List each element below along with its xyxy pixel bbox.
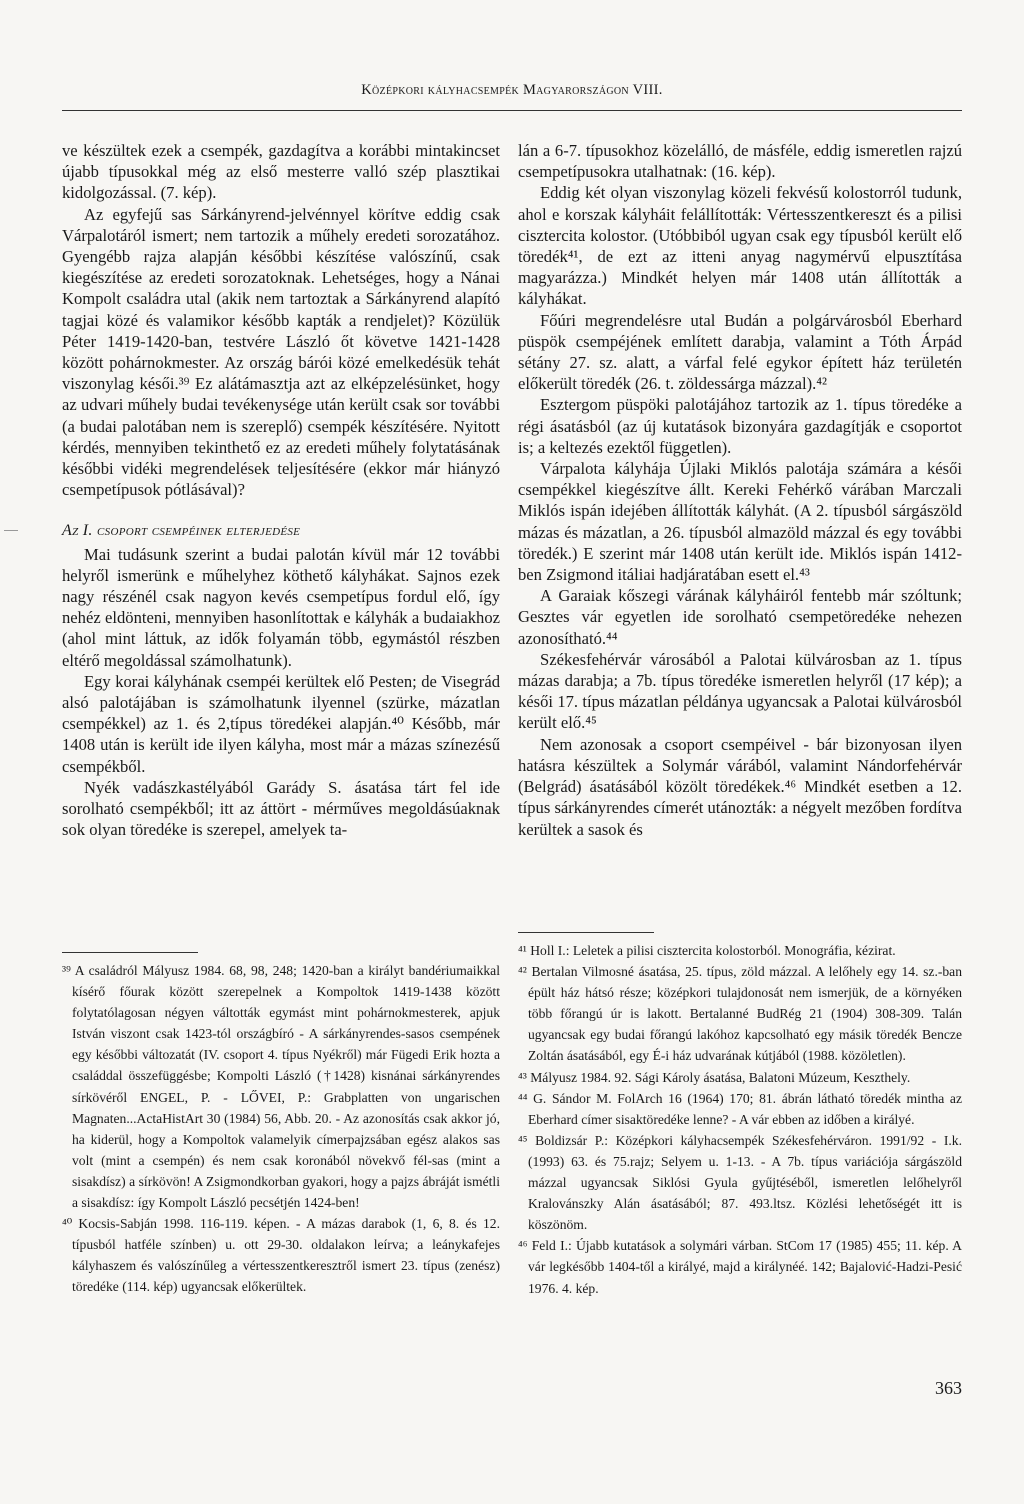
footnote-rule-right bbox=[518, 932, 654, 933]
right-paragraph-7: Székesfehérvár városából a Palotai külvárosban az 1. típus mázas darabja; a 7b. típus töredéke ismeretlen helyről (17 kép); a késői 17. típus mázatlan példánya ugyancsak a Palotai külvárosból került elő.⁴⁵ bbox=[518, 649, 962, 733]
footnote-42: ⁴² Bertalan Vilmosné ásatása, 25. típus, zöld mázzal. A lelőhely egy 14. sz.-ban épült ház hátsó része; középkori tulajdonosát nem ismerjük, de a környéken több főrangú úr is lakott. Bertalanné BudRég 21 (1904) 308-309. Talán ugyancsak egy budai főrangú lakóhoz kapcsolható egy másik töredék Bencze Zoltán ásatásából, egy É-i ház udvarának kútjából (1988. közöletlen). bbox=[518, 964, 962, 1064]
header-rule bbox=[62, 110, 962, 111]
right-paragraph-1: lán a 6-7. típusokhoz közelálló, de másféle, eddig ismeretlen rajzú csempetípusokra utalhatnak: (16. kép). bbox=[518, 141, 962, 182]
footnote-46: ⁴⁶ Feld I.: Újabb kutatások a solymári várban. StCom 17 (1985) 455; 11. kép. A vár legkésőbb 1404-től a királyé, majd a királynéé. 142; Bajalović-Hadzi-Pesić 1976. 4. kép. bbox=[518, 1238, 962, 1296]
right-paragraph-8: Nem azonosak a csoport csempéivel - bár bizonyosan ilyen hatásra készültek a Solymár várából, valamint Nándorfehérvár (Belgrád) ásatásából közölt töredékek.⁴⁶ Mindkét esetben a 12. típus sárkányrendes címerét utánozták: a négyelt mezőben fordítva kerültek a sasok és bbox=[518, 734, 962, 839]
right-paragraph-6: A Garaiak kőszegi várának kályháiról fentebb már szóltunk; Gesztes vár egyetlen ide sorolható csempetöredéke nehezen azonosítható.⁴⁴ bbox=[518, 586, 962, 648]
footnotes-left bbox=[62, 960, 500, 1298]
footnote-39: ³⁹ A családról Mályusz 1984. 68, 98, 248; 1420-ban a királyt bandériumaikkal kísérő főurak között szerepelnek a Kompoltok 1419-1438 között folytatólagosan négyen váltották egymást mint pohárnokmesterek, apjuk István viszont csak 1423-tól országbíró - A sárkányrendes-sasos csempének egy későbbi változatát (IV. csoport 4. típus Nyékről) már Fügedi Erik hozta a családdal összefüggésbe; Kompolti László (†1428) kisnánai sárkányrendes sírkövéről ENGEL, P. - LŐVEI, P.: Grabplatten von ungarischen Magnaten...ActaHistArt 30 (1984) 56, Abb. 20. - Az azonosítás csak akkor jó, ha kiderül, hogy a Kompoltok valamelyik címerpajzsában egész alakos sas volt (mint a csempén) és nem csak koronából növekvő fél-sas (mint a sisakdísz) a sírkövön! A Zsigmondkorban gyakori, hogy a pajzs ábráját ismétli a sisakdísz: így Kompolt László pecsétjén 1424-ben! bbox=[62, 963, 500, 1211]
running-header: Középkori kályhacsempék Magyarországon VIII. bbox=[361, 82, 663, 98]
footnote-45: ⁴⁵ Boldizsár P.: Középkori kályhacsempék Székesfehérváron. 1991/92 - I.k. (1993) 63. és 75.rajz; Selyem u. 1-13. - A 7b. típus variációja sárgászöld mázzal ugyancsak Siklósi Gyula gyűjtéséből, ismeretlen lelőhelyről Kralovánszky Alán ásatásából; 87. 493.ltsz. Közlési lehetőségét itt is köszönöm. bbox=[518, 1132, 962, 1233]
right-paragraph-2: Eddig két olyan viszonylag közeli fekvésű kolostorról tudunk, ahol e korszak kályháit felállították: Vértesszentkereszt és a pilisi cisztercita kolostor. (Utóbbiból ugyan csak egy típusból került elő töredék⁴¹, de ezt az itteni anyag nagymérvű elpusztítása magyarázza.) Mindkét helyen már 1408 után állították a kályhákat. bbox=[518, 183, 962, 309]
page-number: 363 bbox=[935, 1378, 962, 1398]
footnotes-right bbox=[518, 940, 962, 1299]
footnote-44: ⁴⁴ G. Sándor M. FolArch 16 (1964) 170; 81. ábrán látható töredék mintha az Eberhard címer sisaktöredéke lenne? - A vár ebben az időben a királyé. bbox=[518, 1090, 962, 1127]
left-section-paragraph-1: Mai tudásunk szerint a budai palotán kívül már 12 további helyről ismerünk e műhelyhez köthető kályhákat. Sajnos ezek nagy részénél csak nagyon kevés csempetípus fordul elő, így nehéz eldönteni, mennyiben hasonlítottak e kályhák a budaiakhoz (ahol mint láttuk, az idők folyamán több, egymástól részben eltérő megoldással számolhatunk). bbox=[62, 544, 500, 670]
right-paragraph-4: Esztergom püspöki palotájához tartozik az 1. típus töredéke a régi ásatásból (az új kutatások bizonyára gazdagítják e csoportot is; a keltezés ezektől független). bbox=[518, 395, 962, 457]
right-column bbox=[518, 140, 962, 840]
footnote-43: ⁴³ Mályusz 1984. 92. Sági Károly ásatása, Balatoni Múzeum, Keszthely. bbox=[518, 1069, 911, 1085]
left-column bbox=[62, 140, 500, 841]
right-paragraph-5: Várpalota kályhája Újlaki Miklós palotája számára a késői csempékkel kiegészítve állt. Kereki Fehérkő várában Marczali Miklós ispán idejében állították kályhát. (A 2. típusból sárgászöld mázas és mázatlan, a 26. típusból almazöld mázzal és egy további töredék.) E szerint már 1408 után került ide. Miklós ispán 1412-ben Zsigmond itáliai hadjáratában esett el.⁴³ bbox=[518, 459, 962, 585]
footnote-41: ⁴¹ Holl I.: Leletek a pilisi cisztercita kolostorból. Monográfia, kézirat. bbox=[518, 943, 896, 958]
scan-edge-mark bbox=[4, 530, 18, 531]
footnote-rule-left bbox=[62, 952, 198, 953]
footnote-40: ⁴⁰ Kocsis-Sabján 1998. 116-119. képen. - A mázas darabok (1, 6, 8. és 12. típusból hatféle színben) u. ott 29-30. oldalakon leírva; a leánykafejes kályhaszem és valószínűleg a vértesszentkeresztről ismert 23. típus (zenész) töredéke (114. kép) ugyancsak előkerültek. bbox=[62, 1216, 500, 1295]
left-section-paragraph-2: Egy korai kályhának csempéi kerültek elő Pesten; de Visegrád alsó palotájában is számolhatunk ilyennel (szürke, mázatlan csempékkel) az 1. és 2,típus töredékei alapján.⁴⁰ Később, már 1408 után is került ide ilyen kályha, most már a mázas színezésű csempékből. bbox=[62, 671, 500, 776]
section-heading: Az I. csoport csempéinek elterjedése bbox=[62, 522, 301, 540]
left-section-paragraph-3: Nyék vadászkastélyából Garády S. ásatása tárt fel ide sorolható csempékből; itt az áttört - mérműves megoldásúaknak sok olyan töredéke is szerepel, amelyek ta- bbox=[62, 777, 500, 840]
left-paragraph-2: Az egyfejű sas Sárkányrend-jelvénnyel körítve eddig csak Várpalotáról ismert; nem tartozik a műhely eredeti sorozatához. Gyengébb rajza alapján későbbi készítése valószínű, csak kiegészítése az eredeti sorozatoknak. Lehetséges, hogy a Nánai Kompolt családra utal (akik nem tartoztak a Sárkányrend alapító tagjai közé és valamikor később kapták a rendjelet)? Közülük Péter 1419-1420-ban, testvére László őt követve 1421-1428 között pohárnokmester. Az ország bárói közé emelkedésük tehát viszonylag késői.³⁹ Ez alátámasztja azt az elképzelésünket, hogy az udvari műhely budai tevékenysége után került csak sor további (a budai palotában nem is szereplő) csempék készítésére. Nyitott kérdés, mennyiben tekinthető ez az eredeti műhely folytatásának későbbi vidéki megrendelések teljesítésére (ekkor már hiányzó csempetípusok pótlásával)? bbox=[62, 204, 500, 500]
left-paragraph-1: ve készültek ezek a csempék, gazdagítva a korábbi mintakincset újabb típusokkal még az első mesterre valló szép plasztikai kidolgozással. (7. kép). bbox=[62, 141, 500, 203]
right-paragraph-3: Főúri megrendelésre utal Budán a polgárvárosból Eberhard püspök csempéjének említett darabja, valamint a Tóth Árpád sétány 27. sz. alatt, a várfal felé egykor épített ház területén előkerült töredék (26. t. zöldessárga mázzal).⁴² bbox=[518, 310, 962, 394]
